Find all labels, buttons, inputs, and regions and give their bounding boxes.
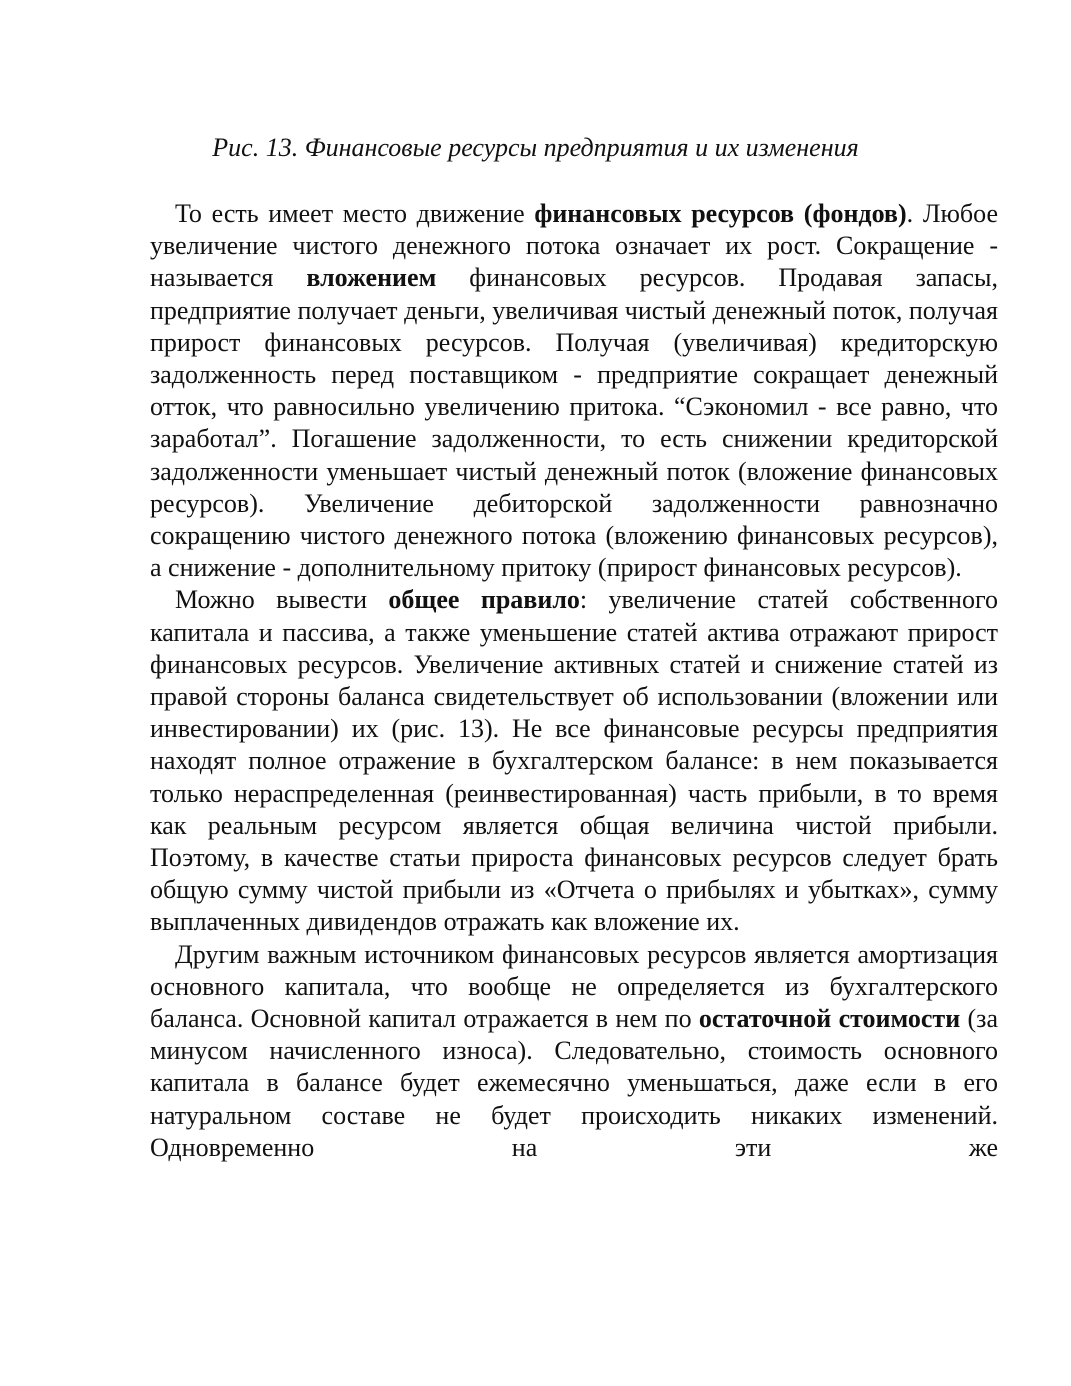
- text-run: То есть имеет место движение: [175, 199, 535, 228]
- bold-term-financial-resources: финансовых ресурсов (фондов): [534, 199, 907, 228]
- text-run: (за минусом начисленного износа). Следовательно, стоимость основного капитала в балансе будет ежемесячно уменьшаться, даже если в его натуральном составе не будет происходить никаких изменений. Одновременно на эти же: [150, 1004, 998, 1162]
- text-run: : увеличение статей собственного капитала и пассива, а также уменьшение статей актива отражают прирост финансовых ресурсов. Увеличение активных статей и снижение статей из правой стороны баланса свидетельствует об использовании (вложении или инвестировании) их (рис. 13). Не все финансовые ресурсы предприятия находят полное отражение в бухгалтерском балансе: в нем показывается только нераспределенная (реинвестированная) часть прибыли, в то время как реальным ресурсом является общая величина чистой прибыли. Поэтому, в качестве статьи прироста финансовых ресурсов следует брать общую сумму чистой прибыли из «Отчета о прибылях и убытках», сумму выплаченных дивидендов отражать как вложение их.: [150, 585, 998, 937]
- bold-term-residual-value: остаточной стоимости: [698, 1004, 961, 1034]
- text-run: Другим важным источником финансовых ресурсов является амортизация основного капитала, что вообще не определяется из бухгалтерского баланса. Основной капитал отражается в нем по: [150, 939, 998, 1034]
- paragraph-1: [150, 198, 998, 584]
- bold-term-general-rule: общее правило: [388, 585, 580, 615]
- figure-caption: Рис. 13. Финансовые ресурсы предприятия и их изменения: [212, 133, 859, 162]
- text-run: финансовых ресурсов. Продавая запасы, предприятие получает деньги, увеличивая чистый денежный поток, получая прирост финансовых ресурсов. Получая (увеличивая) кредиторскую задолженность перед поставщиком - предприятие сокращает денежный отток, что равносильно увеличению притока. “Сэкономил - все равно, что заработал”. Погашение задолженности, то есть снижении кредиторской задолженности уменьшает чистый денежный поток (вложение финансовых ресурсов). Увеличение дебиторской задолженности равнозначно сокращению чистого денежного потока (вложению финансовых ресурсов), а снижение - дополнительному притоку (прирост финансовых ресурсов).: [150, 263, 998, 583]
- bold-term-investment: вложением: [306, 263, 437, 293]
- body-text: [150, 198, 998, 1164]
- paragraph-3: [150, 939, 998, 1164]
- text-run: Можно вывести: [175, 585, 389, 615]
- text-run: . Любое увеличение чистого денежного потока означает их рост. Сокращение - называется: [150, 199, 998, 293]
- paragraph-2: [150, 584, 998, 938]
